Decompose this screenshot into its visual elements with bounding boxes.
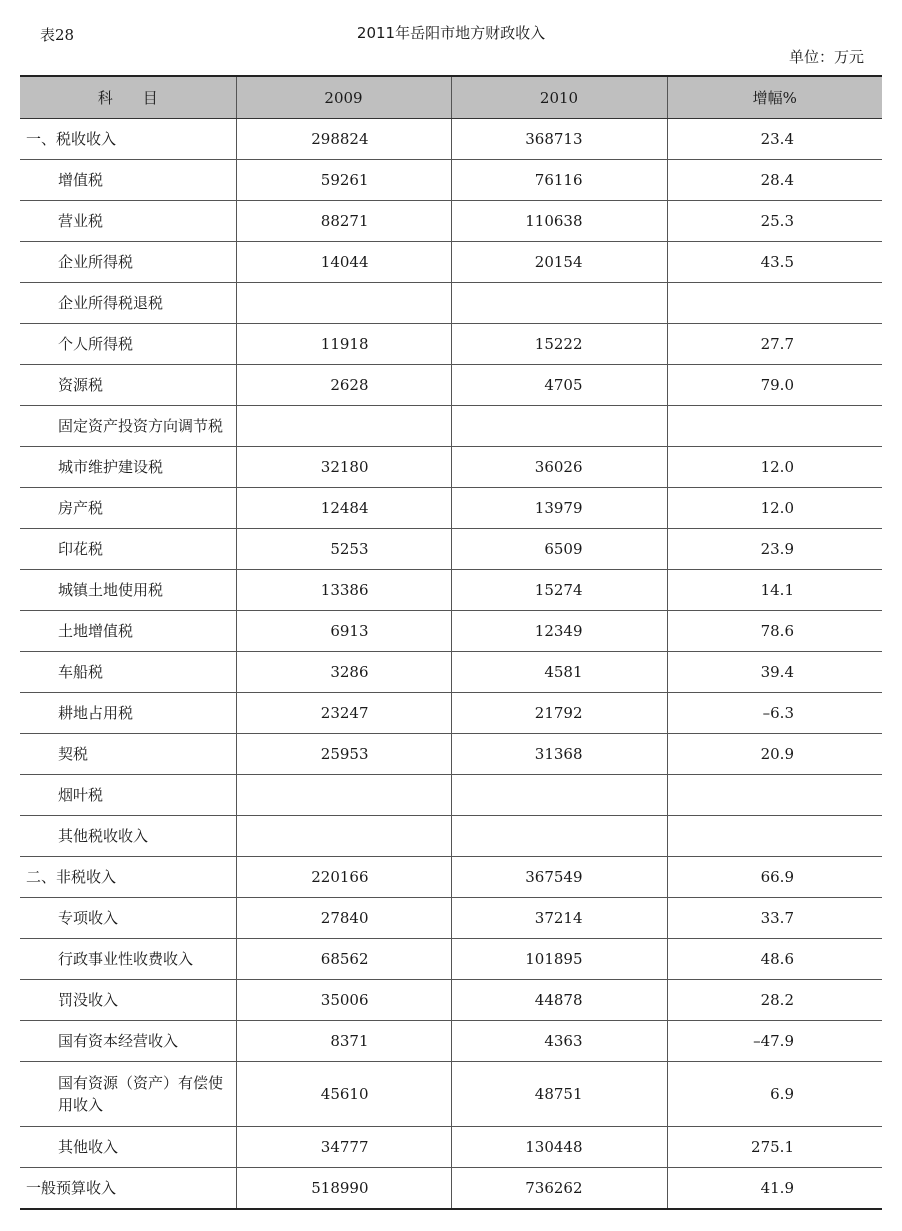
row-growth: 275.1: [667, 1127, 882, 1168]
row-subject: 企业所得税退税: [20, 283, 236, 324]
row-value-2009: [236, 775, 451, 816]
row-value-2010: 4581: [451, 652, 667, 693]
unit-label: 单位：万元: [788, 48, 864, 66]
table-row: [20, 488, 882, 529]
row-subject: 企业所得税: [20, 242, 236, 283]
row-value-2010: 76116: [451, 160, 667, 201]
table-row: [20, 406, 882, 447]
row-value-2009: 32180: [236, 447, 451, 488]
row-subject: 车船税: [20, 652, 236, 693]
row-growth: 27.7: [667, 324, 882, 365]
table-row: [20, 365, 882, 406]
table-row: [20, 857, 882, 898]
row-subject: 土地增值税: [20, 611, 236, 652]
row-subject: 耕地占用税: [20, 693, 236, 734]
row-value-2010: [451, 406, 667, 447]
row-growth: 28.2: [667, 980, 882, 1021]
row-value-2009: 12484: [236, 488, 451, 529]
table-row: [20, 775, 882, 816]
table-row: [20, 1168, 882, 1210]
row-value-2010: 130448: [451, 1127, 667, 1168]
row-value-2009: [236, 406, 451, 447]
row-value-2009: [236, 283, 451, 324]
row-value-2010: 15274: [451, 570, 667, 611]
row-value-2010: 368713: [451, 119, 667, 160]
row-value-2009: 59261: [236, 160, 451, 201]
row-value-2009: 35006: [236, 980, 451, 1021]
row-growth: 6.9: [667, 1062, 882, 1127]
row-growth: 78.6: [667, 611, 882, 652]
row-value-2009: 88271: [236, 201, 451, 242]
row-value-2009: 27840: [236, 898, 451, 939]
row-growth: 33.7: [667, 898, 882, 939]
table-row: [20, 529, 882, 570]
row-value-2010: 4363: [451, 1021, 667, 1062]
row-subject: 固定资产投资方向调节税: [20, 406, 236, 447]
table-row: [20, 611, 882, 652]
row-growth: 23.9: [667, 529, 882, 570]
row-value-2010: 110638: [451, 201, 667, 242]
row-value-2010: 367549: [451, 857, 667, 898]
row-growth: 12.0: [667, 488, 882, 529]
row-value-2009: 23247: [236, 693, 451, 734]
row-value-2009: 45610: [236, 1062, 451, 1127]
row-subject: 国有资本经营收入: [20, 1021, 236, 1062]
table-row: [20, 160, 882, 201]
row-subject: 个人所得税: [20, 324, 236, 365]
row-value-2010: [451, 775, 667, 816]
table-row: [20, 119, 882, 160]
row-subject: 增值税: [20, 160, 236, 201]
row-value-2009: 68562: [236, 939, 451, 980]
revenue-table: [20, 75, 882, 1210]
row-growth: [667, 775, 882, 816]
row-value-2009: 11918: [236, 324, 451, 365]
header-growth: 增幅%: [667, 76, 882, 119]
table-row: [20, 652, 882, 693]
row-subject: 一般预算收入: [20, 1168, 236, 1210]
header-2009: 2009: [236, 76, 451, 119]
row-growth: 28.4: [667, 160, 882, 201]
row-value-2010: 736262: [451, 1168, 667, 1210]
row-value-2009: 518990: [236, 1168, 451, 1210]
row-value-2010: 48751: [451, 1062, 667, 1127]
table-row: [20, 242, 882, 283]
row-value-2009: 34777: [236, 1127, 451, 1168]
row-growth: 79.0: [667, 365, 882, 406]
row-growth: [667, 406, 882, 447]
table-row: [20, 980, 882, 1021]
row-value-2010: 101895: [451, 939, 667, 980]
row-growth: 39.4: [667, 652, 882, 693]
table-row: [20, 324, 882, 365]
row-subject: 国有资源（资产）有偿使用收入: [20, 1062, 236, 1127]
row-subject: 罚没收入: [20, 980, 236, 1021]
header-2010: 2010: [451, 76, 667, 119]
header-row: [20, 76, 882, 119]
row-subject: 印花税: [20, 529, 236, 570]
row-value-2010: 44878: [451, 980, 667, 1021]
row-value-2010: [451, 283, 667, 324]
table-row: [20, 693, 882, 734]
row-subject: 城市维护建设税: [20, 447, 236, 488]
table-row: [20, 447, 882, 488]
row-value-2010: 21792: [451, 693, 667, 734]
row-subject: 契税: [20, 734, 236, 775]
row-value-2009: 2628: [236, 365, 451, 406]
table-row: [20, 570, 882, 611]
row-subject: 专项收入: [20, 898, 236, 939]
row-growth: 25.3: [667, 201, 882, 242]
row-value-2010: 4705: [451, 365, 667, 406]
table-title: 2011年岳阳市地方财政收入: [356, 24, 546, 42]
row-value-2010: 20154: [451, 242, 667, 283]
row-growth: 20.9: [667, 734, 882, 775]
row-value-2010: [451, 816, 667, 857]
row-growth: –47.9: [667, 1021, 882, 1062]
table-row: [20, 283, 882, 324]
table-row: [20, 1021, 882, 1062]
row-value-2009: [236, 816, 451, 857]
row-subject: 烟叶税: [20, 775, 236, 816]
row-value-2010: 37214: [451, 898, 667, 939]
row-value-2010: 31368: [451, 734, 667, 775]
table-row: [20, 816, 882, 857]
table-row: [20, 939, 882, 980]
row-subject: 其他税收收入: [20, 816, 236, 857]
row-value-2009: 298824: [236, 119, 451, 160]
table-row: [20, 734, 882, 775]
table-row: [20, 1062, 882, 1127]
row-value-2009: 14044: [236, 242, 451, 283]
row-subject: 营业税: [20, 201, 236, 242]
row-subject: 行政事业性收费收入: [20, 939, 236, 980]
table-number: 表28: [40, 26, 75, 44]
row-value-2009: 8371: [236, 1021, 451, 1062]
row-growth: 43.5: [667, 242, 882, 283]
row-value-2009: 220166: [236, 857, 451, 898]
row-value-2010: 12349: [451, 611, 667, 652]
row-value-2009: 6913: [236, 611, 451, 652]
row-subject: 资源税: [20, 365, 236, 406]
row-value-2009: 25953: [236, 734, 451, 775]
row-value-2010: 36026: [451, 447, 667, 488]
table-row: [20, 898, 882, 939]
row-subject: 一、税收收入: [20, 119, 236, 160]
row-growth: [667, 283, 882, 324]
table-row: [20, 1127, 882, 1168]
row-subject: 其他收入: [20, 1127, 236, 1168]
row-subject: 城镇土地使用税: [20, 570, 236, 611]
header-subject: 科 目: [20, 76, 236, 119]
row-growth: [667, 816, 882, 857]
row-growth: 41.9: [667, 1168, 882, 1210]
row-value-2009: 3286: [236, 652, 451, 693]
row-value-2009: 13386: [236, 570, 451, 611]
row-subject: 房产税: [20, 488, 236, 529]
row-growth: 66.9: [667, 857, 882, 898]
row-growth: 48.6: [667, 939, 882, 980]
row-value-2010: 13979: [451, 488, 667, 529]
row-value-2010: 15222: [451, 324, 667, 365]
row-subject: 二、非税收入: [20, 857, 236, 898]
row-value-2010: 6509: [451, 529, 667, 570]
row-growth: 23.4: [667, 119, 882, 160]
row-growth: 12.0: [667, 447, 882, 488]
row-growth: 14.1: [667, 570, 882, 611]
row-value-2009: 5253: [236, 529, 451, 570]
table-row: [20, 201, 882, 242]
table-body: [20, 119, 882, 1210]
row-growth: –6.3: [667, 693, 882, 734]
